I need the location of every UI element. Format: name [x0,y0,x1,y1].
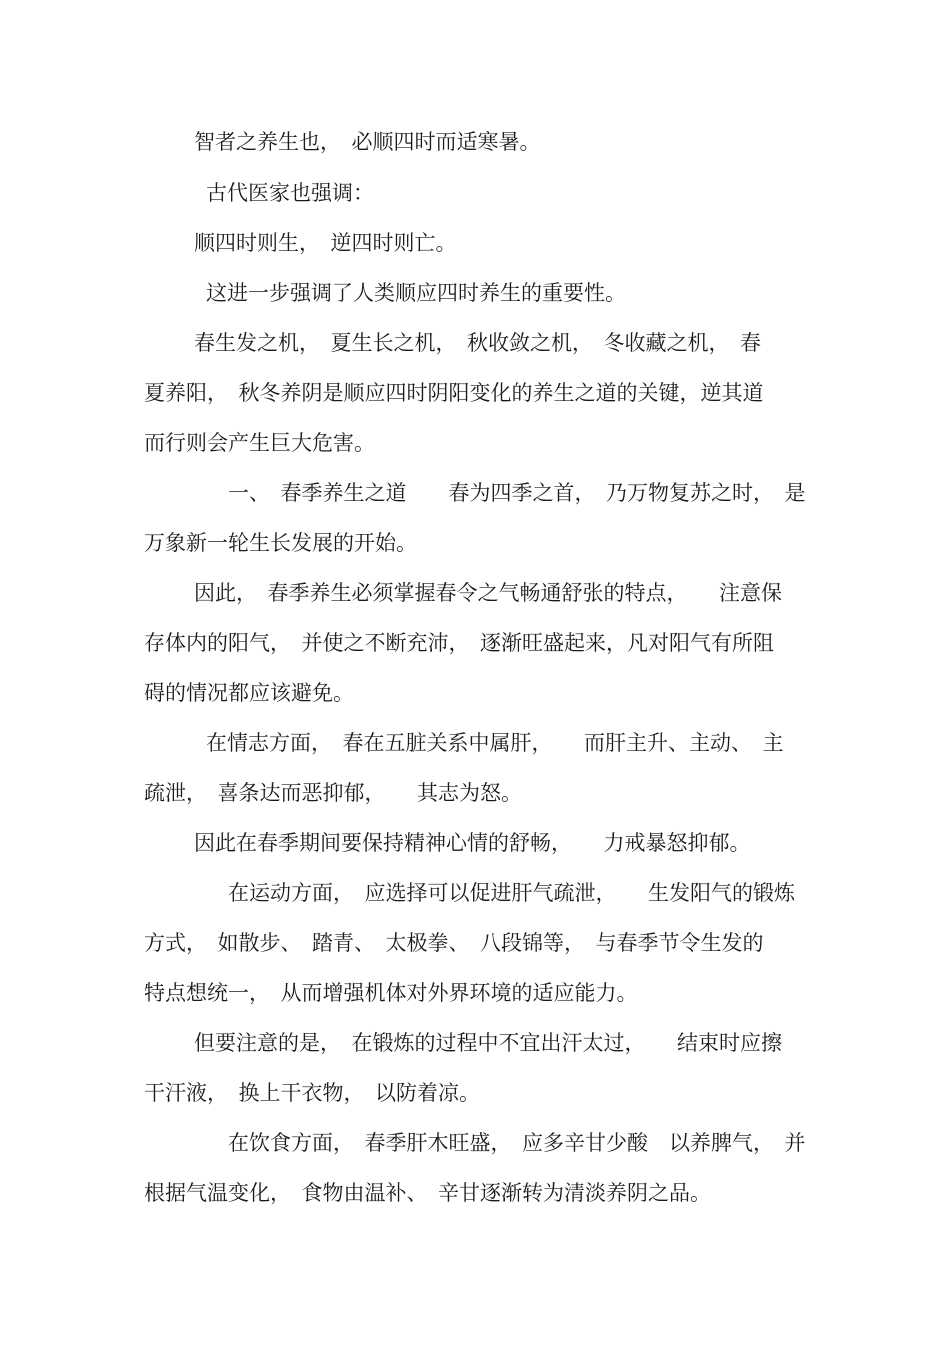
text-line: 智者之养生也， 必顺四时而适寒暑。 [194,130,541,154]
text-line: 特点想统一， 从而增强机体对外界环境的适应能力。 [144,981,638,1005]
text-line: 在情志方面， 春在五脏关系中属肝， 而肝主升、主动、 主 [206,731,784,755]
text-line: 古代医家也强调： [206,181,374,205]
text-line: 在饮食方面， 春季肝木旺盛， 应多辛甘少酸 以养脾气， 并 [228,1131,806,1155]
text-line: 但要注意的是， 在锻炼的过程中不宜出汗太过， 结束时应擦 [194,1031,782,1055]
text-line: 疏泄， 喜条达而恶抑郁， 其志为怒。 [144,781,522,805]
text-line: 这进一步强调了人类顺应四时养生的重要性。 [206,281,626,305]
text-line: 根据气温变化， 食物由温补、 辛甘逐渐转为清淡养阴之品。 [144,1181,711,1205]
text-line: 碍的情况都应该避免。 [144,681,354,705]
text-line: 夏养阳， 秋冬养阴是顺应四时阴阳变化的养生之道的关键，逆其道 [144,381,764,405]
text-line: 因此在春季期间要保持精神心情的舒畅， 力戒暴怒抑郁。 [194,831,751,855]
text-line: 方式， 如散步、 踏青、 太极拳、 八段锦等， 与春季节令生发的 [144,931,764,955]
text-line: 在运动方面， 应选择可以促进肝气疏泄， 生发阳气的锻炼 [228,881,795,905]
text-line: 一、 春季养生之道 春为四季之首， 乃万物复苏之时， 是 [228,481,806,505]
text-line: 干汗液， 换上干衣物， 以防着凉。 [144,1081,480,1105]
text-line: 存体内的阳气， 并使之不断充沛， 逐渐旺盛起来，凡对阳气有所阻 [144,631,774,655]
text-line: 春生发之机， 夏生长之机， 秋收敛之机， 冬收藏之机， 春 [194,331,761,355]
text-line: 顺四时则生， 逆四时则亡。 [194,231,457,255]
text-line: 而行则会产生巨大危害。 [144,431,375,455]
text-line: 因此， 春季养生必须掌握春令之气畅通舒张的特点， 注意保 [194,581,782,605]
text-line: 万象新一轮生长发展的开始。 [144,531,417,555]
